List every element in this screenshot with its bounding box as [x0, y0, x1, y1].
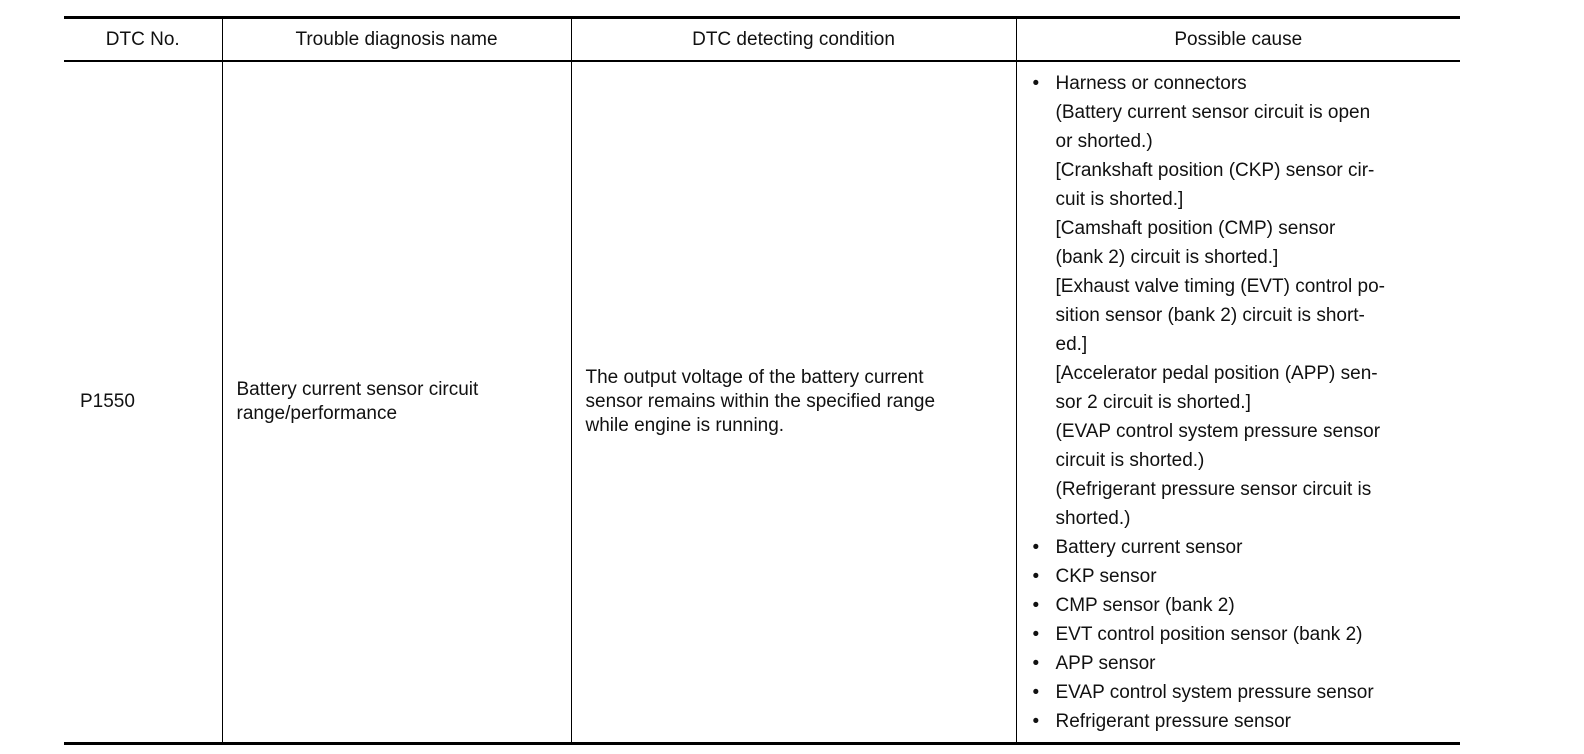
- cause-detail-line: (EVAP control system pressure sensor: [1055, 421, 1381, 442]
- cause-detail-line: (bank 2) circuit is shorted.]: [1055, 247, 1279, 268]
- cause-list-item: • CMP sensor (bank 2): [1031, 591, 1451, 620]
- header-trouble-diagnosis-name: Trouble diagnosis name: [222, 18, 571, 62]
- cause-list-item: • Refrigerant pressure sensor: [1031, 707, 1451, 736]
- dtc-code: P1550: [80, 391, 135, 412]
- detecting-condition-line: while engine is running.: [585, 415, 785, 436]
- cause-detail-line: shorted.): [1055, 508, 1131, 529]
- header-possible-cause: Possible cause: [1016, 18, 1460, 62]
- cause-list-item: • EVAP control system pressure sensor: [1031, 678, 1451, 707]
- diagnosis-name-line: Battery current sensor circuit: [236, 379, 479, 400]
- cause-list-item: • APP sensor: [1031, 649, 1451, 678]
- cause-list-item: • Battery current sensor: [1031, 533, 1451, 562]
- cause-list-item: [1031, 69, 1451, 533]
- cause-detail-line: [Crankshaft position (CKP) sensor cir-: [1055, 160, 1375, 181]
- cause-detail-line: [Camshaft position (CMP) sensor: [1055, 218, 1336, 239]
- possible-cause-cell: [1016, 61, 1460, 744]
- table-row: [64, 61, 1460, 744]
- header-dtc-no: DTC No.: [105, 28, 180, 50]
- cause-detail-line: (Refrigerant pressure sensor circuit is: [1055, 479, 1372, 500]
- cause-detail-line: ed.]: [1055, 334, 1088, 355]
- cause-list-item: • CKP sensor: [1031, 562, 1451, 591]
- detecting-condition-line: sensor remains within the specified range: [585, 391, 936, 412]
- table-header: [64, 18, 1460, 62]
- cause-list-item: • EVT control position sensor (bank 2): [1031, 620, 1451, 649]
- diagnosis-name-line: range/performance: [236, 403, 398, 424]
- possible-cause-list: [1031, 69, 1451, 736]
- cause-detail-line: circuit is shorted.): [1055, 450, 1205, 471]
- cause-detail-line: cuit is shorted.]: [1055, 189, 1184, 210]
- cause-detail-line: [Exhaust valve timing (EVT) control po-: [1055, 276, 1385, 297]
- cause-detail-line: [Accelerator pedal position (APP) sen-: [1055, 363, 1378, 384]
- cause-item-label: Harness or connectors: [1055, 73, 1247, 94]
- cause-detail-line: sition sensor (bank 2) circuit is short-: [1055, 305, 1365, 326]
- header-dtc-detecting-condition: DTC detecting condition: [571, 18, 1016, 62]
- dtc-code-cell: [64, 61, 222, 744]
- dtc-table: [64, 16, 1460, 745]
- diagnosis-name-cell: [222, 61, 571, 744]
- header-row: [64, 18, 1460, 62]
- detecting-condition-cell: [571, 61, 1016, 744]
- cause-detail-line: or shorted.): [1055, 131, 1153, 152]
- table-body: [64, 61, 1460, 744]
- cause-detail-line: (Battery current sensor circuit is open: [1055, 102, 1371, 123]
- detecting-condition-line: The output voltage of the battery current: [585, 367, 924, 388]
- cause-detail-line: sor 2 circuit is shorted.]: [1055, 392, 1251, 413]
